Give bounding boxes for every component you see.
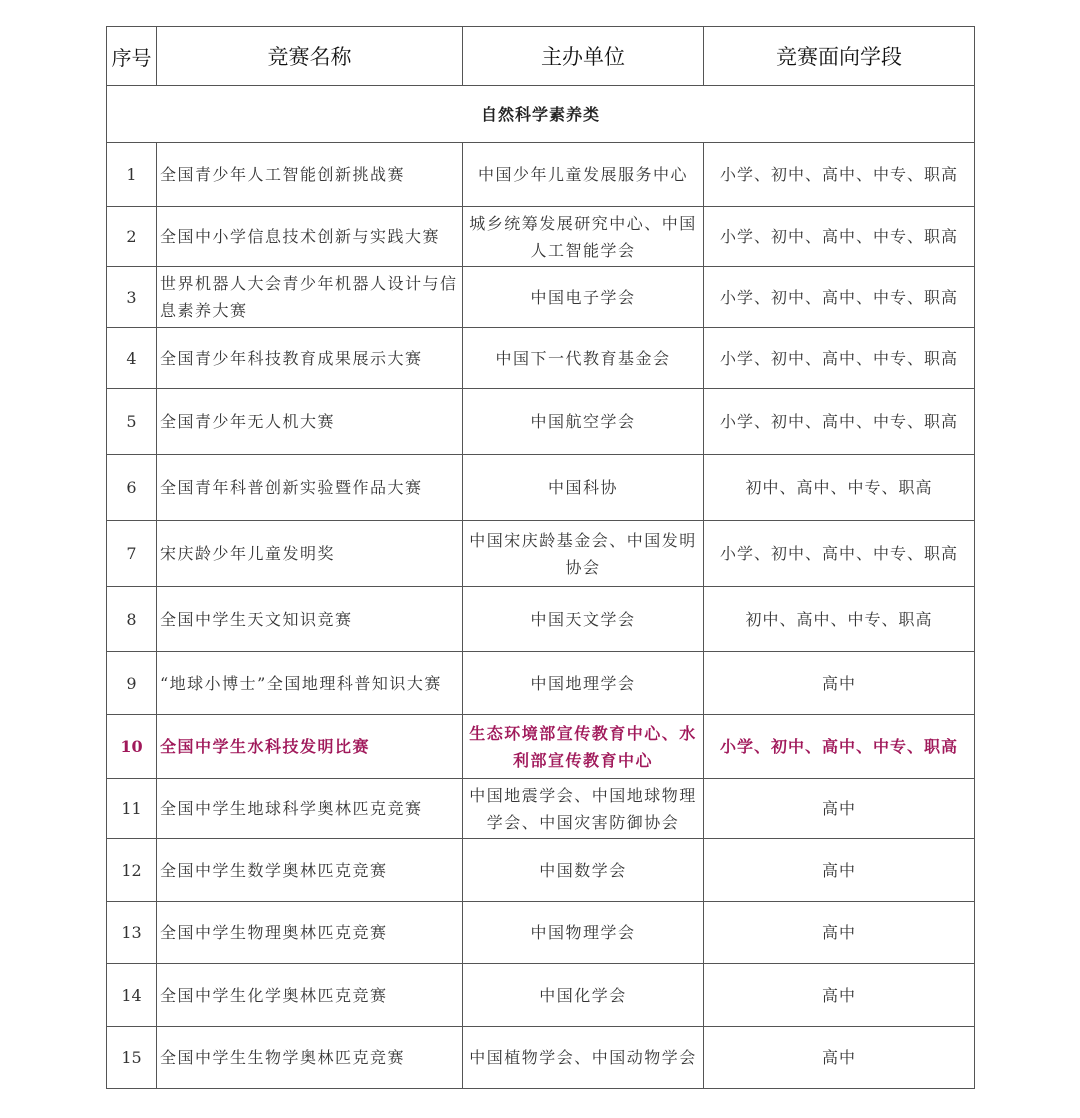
competition-name: 宋庆龄少年儿童发明奖	[157, 521, 463, 587]
school-level: 初中、高中、中专、职高	[704, 455, 975, 521]
organizer: 中国下一代教育基金会	[463, 328, 704, 389]
row-index: 10	[107, 715, 157, 779]
table-row	[107, 328, 975, 389]
header-organizer: 主办单位	[463, 27, 704, 86]
row-index: 9	[107, 652, 157, 715]
school-level: 初中、高中、中专、职高	[704, 587, 975, 652]
school-level: 小学、初中、高中、中专、职高	[704, 207, 975, 267]
competition-name: 全国中学生物理奥林匹克竞赛	[157, 902, 463, 964]
header-row	[107, 27, 975, 86]
row-index: 13	[107, 902, 157, 964]
organizer: 城乡统筹发展研究中心、中国人工智能学会	[463, 207, 704, 267]
organizer: 中国电子学会	[463, 267, 704, 328]
competition-name: 世界机器人大会青少年机器人设计与信息素养大赛	[157, 267, 463, 328]
competition-name: 全国中学生天文知识竞赛	[157, 587, 463, 652]
table-row	[107, 964, 975, 1027]
school-level: 高中	[704, 839, 975, 902]
organizer: 中国天文学会	[463, 587, 704, 652]
organizer: 中国地理学会	[463, 652, 704, 715]
school-level: 小学、初中、高中、中专、职高	[704, 328, 975, 389]
table-row	[107, 779, 975, 839]
competition-name: 全国中学生生物学奥林匹克竞赛	[157, 1027, 463, 1089]
organizer: 中国化学会	[463, 964, 704, 1027]
organizer: 中国少年儿童发展服务中心	[463, 143, 704, 207]
row-index: 11	[107, 779, 157, 839]
competition-name: 全国中学生水科技发明比赛	[157, 715, 463, 779]
table-row	[107, 389, 975, 455]
category-label: 自然科学素养类	[107, 86, 975, 143]
competition-name: 全国青少年无人机大赛	[157, 389, 463, 455]
organizer: 中国地震学会、中国地球物理学会、中国灾害防御协会	[463, 779, 704, 839]
table-row	[107, 652, 975, 715]
table-row	[107, 587, 975, 652]
competition-name: 全国青年科普创新实验暨作品大赛	[157, 455, 463, 521]
table-row	[107, 455, 975, 521]
row-index: 4	[107, 328, 157, 389]
organizer: 中国宋庆龄基金会、中国发明协会	[463, 521, 704, 587]
organizer: 中国数学会	[463, 839, 704, 902]
school-level: 高中	[704, 652, 975, 715]
organizer: 中国植物学会、中国动物学会	[463, 1027, 704, 1089]
table-row	[107, 267, 975, 328]
competition-name: 全国中学生地球科学奥林匹克竞赛	[157, 779, 463, 839]
school-level: 高中	[704, 964, 975, 1027]
organizer: 中国科协	[463, 455, 704, 521]
competition-name: 全国中小学信息技术创新与实践大赛	[157, 207, 463, 267]
organizer: 中国物理学会	[463, 902, 704, 964]
table-row	[107, 207, 975, 267]
header-level: 竞赛面向学段	[704, 27, 975, 86]
table-row	[107, 143, 975, 207]
school-level: 小学、初中、高中、中专、职高	[704, 267, 975, 328]
row-index: 2	[107, 207, 157, 267]
category-row	[107, 86, 975, 143]
table-row	[107, 715, 975, 779]
row-index: 3	[107, 267, 157, 328]
competition-name: 全国青少年科技教育成果展示大赛	[157, 328, 463, 389]
header-index: 序号	[107, 27, 157, 86]
row-index: 7	[107, 521, 157, 587]
school-level: 小学、初中、高中、中专、职高	[704, 521, 975, 587]
row-index: 6	[107, 455, 157, 521]
table-row	[107, 1027, 975, 1089]
competition-name: 全国中学生数学奥林匹克竞赛	[157, 839, 463, 902]
row-index: 15	[107, 1027, 157, 1089]
organizer: 中国航空学会	[463, 389, 704, 455]
school-level: 小学、初中、高中、中专、职高	[704, 715, 975, 779]
competition-name: 全国中学生化学奥林匹克竞赛	[157, 964, 463, 1027]
school-level: 高中	[704, 902, 975, 964]
school-level: 高中	[704, 1027, 975, 1089]
table-row	[107, 902, 975, 964]
school-level: 小学、初中、高中、中专、职高	[704, 389, 975, 455]
row-index: 8	[107, 587, 157, 652]
table-row	[107, 839, 975, 902]
row-index: 5	[107, 389, 157, 455]
competition-table	[106, 26, 975, 1089]
row-index: 14	[107, 964, 157, 1027]
school-level: 高中	[704, 779, 975, 839]
row-index: 1	[107, 143, 157, 207]
competition-name: “地球小博士”全国地理科普知识大赛	[157, 652, 463, 715]
organizer: 生态环境部宣传教育中心、水利部宣传教育中心	[463, 715, 704, 779]
table-row	[107, 521, 975, 587]
competition-name: 全国青少年人工智能创新挑战赛	[157, 143, 463, 207]
school-level: 小学、初中、高中、中专、职高	[704, 143, 975, 207]
header-name: 竞赛名称	[157, 27, 463, 86]
row-index: 12	[107, 839, 157, 902]
